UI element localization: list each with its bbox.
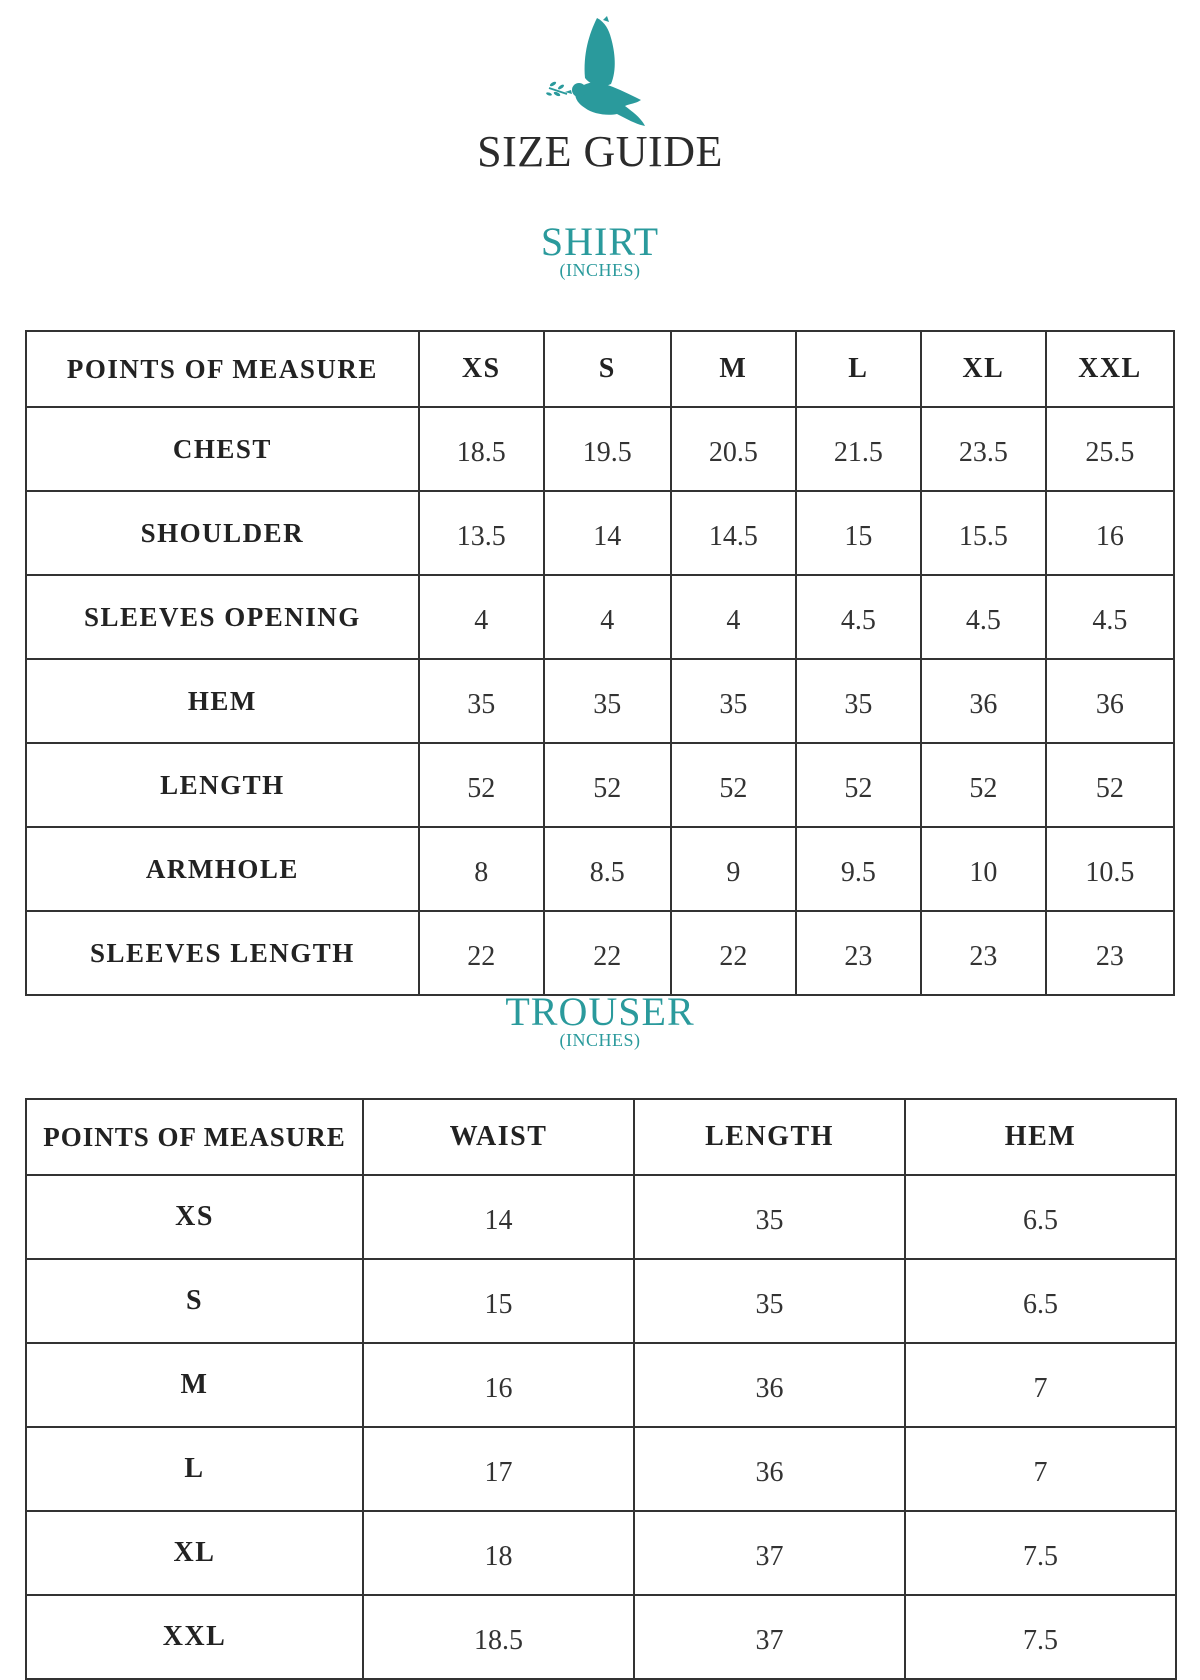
table-cell: 6.5 <box>905 1175 1176 1259</box>
table-header-row <box>26 1099 1176 1175</box>
measure-header: LENGTH <box>634 1099 905 1175</box>
table-cell: 8.5 <box>544 827 671 911</box>
size-label: S <box>26 1259 363 1343</box>
measure-header: HEM <box>905 1099 1176 1175</box>
table-cell: 13.5 <box>419 491 544 575</box>
table-cell: 15.5 <box>921 491 1046 575</box>
table-cell: 37 <box>634 1511 905 1595</box>
table-cell: 4 <box>419 575 544 659</box>
measure-label: SHOULDER <box>26 491 419 575</box>
table-cell: 19.5 <box>544 407 671 491</box>
size-label: XL <box>26 1511 363 1595</box>
table-row <box>26 1511 1176 1595</box>
table-cell: 10 <box>921 827 1046 911</box>
table-cell: 23 <box>1046 911 1174 995</box>
measure-header: WAIST <box>363 1099 634 1175</box>
shirt-section-title: SHIRT <box>540 219 660 264</box>
table-cell: 14 <box>363 1175 634 1259</box>
table-cell: 23 <box>796 911 921 995</box>
table-cell: 15 <box>796 491 921 575</box>
table-row <box>26 911 1174 995</box>
table-cell: 36 <box>634 1343 905 1427</box>
trouser-section-title: TROUSER <box>505 989 695 1034</box>
size-guide-title: SIZE GUIDE <box>477 127 723 176</box>
measure-label: SLEEVES LENGTH <box>26 911 419 995</box>
corner-header: POINTS OF MEASURE <box>26 1099 363 1175</box>
table-cell: 35 <box>634 1259 905 1343</box>
table-cell: 20.5 <box>671 407 796 491</box>
table-cell: 7.5 <box>905 1511 1176 1595</box>
table-cell: 35 <box>671 659 796 743</box>
table-row <box>26 575 1174 659</box>
table-cell: 18.5 <box>363 1595 634 1679</box>
table-cell: 17 <box>363 1427 634 1511</box>
table-cell: 35 <box>544 659 671 743</box>
table-cell: 7.5 <box>905 1595 1176 1679</box>
corner-header: POINTS OF MEASURE <box>26 331 419 407</box>
table-cell: 35 <box>419 659 544 743</box>
table-row <box>26 659 1174 743</box>
table-cell: 16 <box>363 1343 634 1427</box>
table-cell: 9.5 <box>796 827 921 911</box>
table-cell: 14.5 <box>671 491 796 575</box>
size-label: L <box>26 1427 363 1511</box>
table-cell: 52 <box>1046 743 1174 827</box>
table-row <box>26 827 1174 911</box>
table-cell: 22 <box>671 911 796 995</box>
measure-label: HEM <box>26 659 419 743</box>
size-label: XS <box>26 1175 363 1259</box>
table-cell: 52 <box>544 743 671 827</box>
table-row <box>26 407 1174 491</box>
shirt-unit-label: (INCHES) <box>559 260 641 280</box>
table-cell: 4 <box>544 575 671 659</box>
dove-with-olive-branch-icon <box>545 14 655 134</box>
table-row <box>26 1259 1176 1343</box>
size-label: M <box>26 1343 363 1427</box>
measure-label: ARMHOLE <box>26 827 419 911</box>
table-cell: 21.5 <box>796 407 921 491</box>
table-cell: 52 <box>796 743 921 827</box>
table-cell: 52 <box>921 743 1046 827</box>
table-cell: 36 <box>921 659 1046 743</box>
trouser-unit-label: (INCHES) <box>559 1030 641 1050</box>
table-cell: 22 <box>419 911 544 995</box>
table-cell: 4.5 <box>1046 575 1174 659</box>
table-row <box>26 1595 1176 1679</box>
measure-label: LENGTH <box>26 743 419 827</box>
dove-wing <box>585 18 615 86</box>
table-cell: 9 <box>671 827 796 911</box>
table-cell: 22 <box>544 911 671 995</box>
table-cell: 23.5 <box>921 407 1046 491</box>
dove-head <box>572 83 586 97</box>
trouser-size-table <box>25 1098 1177 1680</box>
table-cell: 36 <box>634 1427 905 1511</box>
table-cell: 35 <box>634 1175 905 1259</box>
table-cell: 14 <box>544 491 671 575</box>
table-cell: 36 <box>1046 659 1174 743</box>
size-header: M <box>671 331 796 407</box>
table-cell: 18.5 <box>419 407 544 491</box>
table-cell: 52 <box>671 743 796 827</box>
shirt-size-table <box>25 330 1175 996</box>
table-cell: 37 <box>634 1595 905 1679</box>
table-row <box>26 743 1174 827</box>
table-cell: 15 <box>363 1259 634 1343</box>
table-cell: 35 <box>796 659 921 743</box>
size-header: XS <box>419 331 544 407</box>
table-row <box>26 1427 1176 1511</box>
table-cell: 7 <box>905 1343 1176 1427</box>
table-cell: 25.5 <box>1046 407 1174 491</box>
size-header: XL <box>921 331 1046 407</box>
table-cell: 16 <box>1046 491 1174 575</box>
table-cell: 7 <box>905 1427 1176 1511</box>
table-row <box>26 1175 1176 1259</box>
table-cell: 18 <box>363 1511 634 1595</box>
table-cell: 4.5 <box>921 575 1046 659</box>
table-cell: 52 <box>419 743 544 827</box>
size-header: L <box>796 331 921 407</box>
table-cell: 8 <box>419 827 544 911</box>
table-cell: 4 <box>671 575 796 659</box>
table-header-row <box>26 331 1174 407</box>
table-row <box>26 491 1174 575</box>
table-cell: 4.5 <box>796 575 921 659</box>
table-cell: 6.5 <box>905 1259 1176 1343</box>
size-header: S <box>544 331 671 407</box>
table-cell: 23 <box>921 911 1046 995</box>
table-row <box>26 1343 1176 1427</box>
measure-label: CHEST <box>26 407 419 491</box>
measure-label: SLEEVES OPENING <box>26 575 419 659</box>
size-label: XXL <box>26 1595 363 1679</box>
table-cell: 10.5 <box>1046 827 1174 911</box>
size-header: XXL <box>1046 331 1174 407</box>
